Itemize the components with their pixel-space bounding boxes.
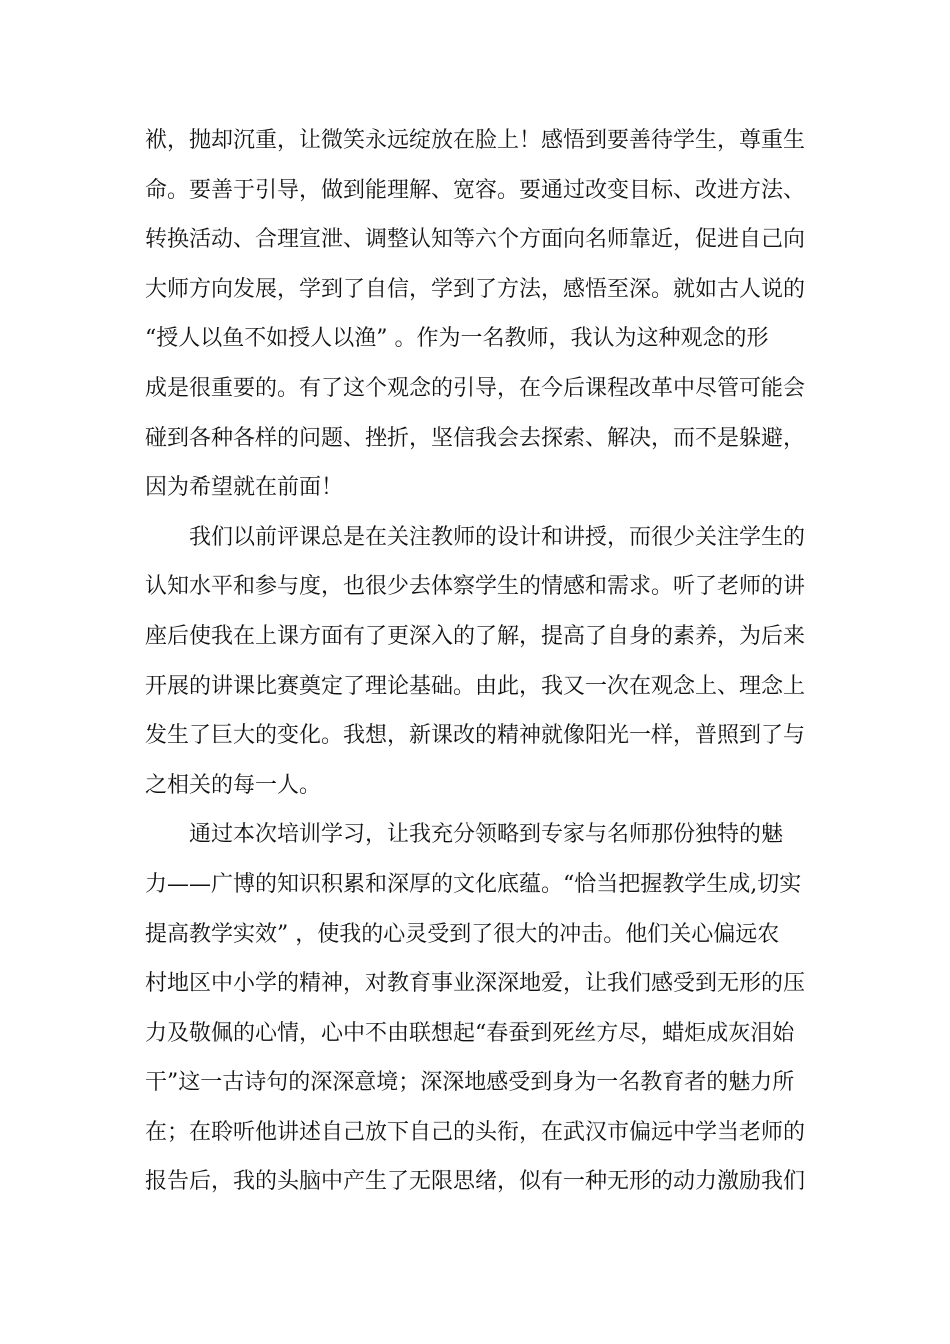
text-line: 力——广博的知识积累和深厚的文化底蕴。“恰当把握教学生成,切实 [145, 871, 802, 897]
text-line: 命。要善于引导，做到能理解、宽容。要通过改变目标、改进方法、 [145, 177, 806, 203]
text-line: 袱，抛却沉重，让微笑永远绽放在脸上！感悟到要善待学生，尊重生 [145, 128, 806, 153]
text-line: 报告后，我的头脑中产生了无限思绪，似有一种无形的动力激励我们 [145, 1169, 806, 1195]
text-line: 村地区中小学的精神，对教育事业深深地爱，让我们感受到无形的压 [145, 971, 806, 997]
paragraph-1 [145, 116, 810, 513]
text-line: 之相关的每一人。 [145, 772, 322, 798]
body-text [145, 116, 810, 1207]
text-line: 我们以前评课总是在关注教师的设计和讲授，而很少关注学生的 [189, 524, 806, 550]
text-line: 干”这一古诗句的深深意境；深深地感受到身为一名教育者的魅力所 [145, 1070, 795, 1096]
text-line: 座后使我在上课方面有了更深入的了解，提高了自身的素养，为后来 [145, 623, 806, 649]
text-line: 在；在聆听他讲述自己放下自己的头衔，在武汉市偏远中学当老师的 [145, 1119, 806, 1145]
text-line: 提高教学实效” ，使我的心灵受到了很大的冲击。他们关心偏远农 [145, 921, 780, 947]
text-line: “授人以鱼不如授人以渔” 。作为一名教师，我认为这种观念的形 [145, 326, 769, 352]
text-line: 转换活动、合理宣泄、调整认知等六个方面向名师靠近，促进自己向 [145, 227, 806, 253]
text-line: 碰到各种各样的问题、挫折，坚信我会去探索、解决，而不是躲避， [145, 425, 806, 451]
paragraph-3 [145, 810, 810, 1207]
text-line: 认知水平和参与度，也很少去体察学生的情感和需求。听了老师的讲 [145, 574, 806, 600]
paragraph-2 [145, 513, 810, 811]
text-line: 成是很重要的。有了这个观念的引导，在今后课程改革中尽管可能会 [145, 375, 806, 401]
text-line: 力及敬佩的心情，心中不由联想起“春蚕到死丝方尽，蜡炬成灰泪始 [145, 1020, 795, 1046]
text-line: 发生了巨大的变化。我想，新课改的精神就像阳光一样，普照到了与 [145, 723, 806, 749]
text-line: 因为希望就在前面！ [145, 475, 344, 501]
text-line: 开展的讲课比赛奠定了理论基础。由此，我又一次在观念上、理念上 [145, 673, 806, 699]
text-line: 通过本次培训学习，让我充分领略到专家与名师那份独特的魅 [189, 822, 784, 848]
text-line: 大师方向发展，学到了自信，学到了方法，感悟至深。就如古人说的 [145, 276, 806, 302]
